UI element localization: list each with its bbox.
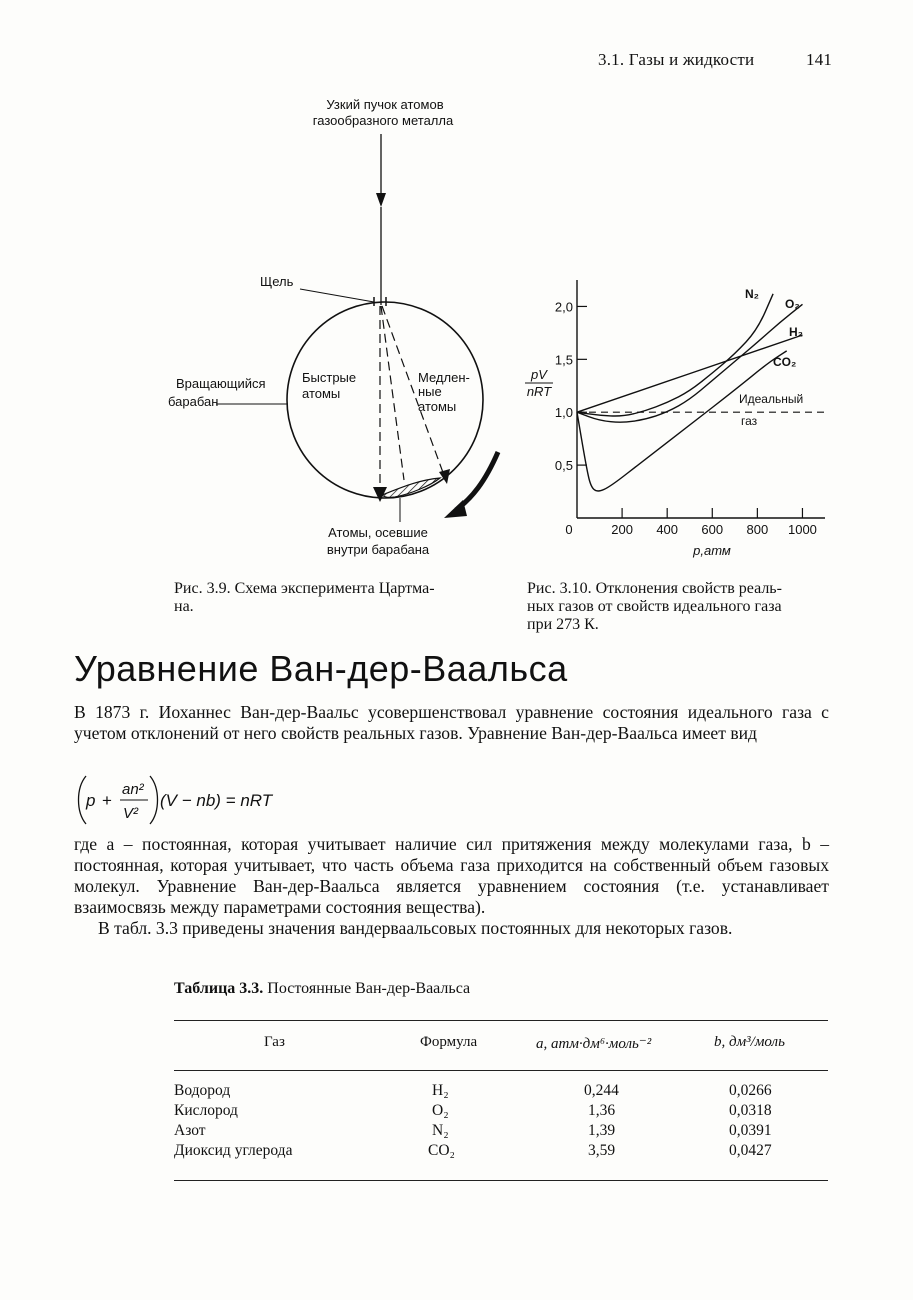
table-caption	[174, 980, 470, 998]
van-der-waals-formula	[76, 770, 316, 830]
figure-3-9-zartman-diagram	[160, 90, 510, 570]
formula-paren-left	[79, 776, 87, 824]
x-tick-label-800: 800	[746, 522, 769, 537]
ideal-gas-label-1: Идеальный	[739, 392, 804, 406]
series-label-n2: N₂	[745, 287, 759, 301]
table-row-1-gas: Водород	[174, 1082, 231, 1099]
table-row-4-a: 3,59	[588, 1142, 616, 1159]
table-row-4-b: 0,0427	[729, 1142, 772, 1159]
table-row-1-b: 0,0266	[729, 1082, 772, 1099]
paragraph-2: где a – постоянная, которая учитывает наличие сил притяжения между молекулами газа, b – постоянная, которая учитывает, что часть объема газа приходится на собственный объем газовых молекул. Уравнение Ван-дер-Ваальса является уравнением состояния (т.е. устанавливает взаимосвязь между параметрами состояния вещества).	[74, 834, 829, 917]
fig39-bottom-label-2: внутри барабана	[326, 542, 430, 557]
x-tick-label-400: 400	[656, 522, 679, 537]
table-row-4-formula: CO₂	[428, 1142, 455, 1159]
series-label-co2: CO₂	[773, 355, 797, 369]
y-axis-label-bottom: nRT	[526, 384, 552, 399]
fig39-bottom-label-1: Атомы, осевшие	[328, 525, 428, 540]
x-axis-label: p,атм	[693, 543, 731, 558]
table-row-2-b: 0,0318	[729, 1102, 772, 1119]
table-row-4-gas: Диоксид углерода	[174, 1142, 293, 1159]
formula-rest: (V − nb) = nRT	[160, 791, 273, 810]
formula-denominator: V²	[123, 805, 138, 822]
y-tick-label-1: 1,0	[554, 405, 573, 421]
x-tick-label-0: 0	[565, 522, 573, 537]
table-row-2-gas: Кислород	[174, 1102, 238, 1119]
table-row-3-gas: Азот	[174, 1122, 206, 1139]
fig310-caption-line-2: ных газов от свойств идеального газа	[527, 598, 782, 615]
x-tick-label-200: 200	[611, 522, 633, 537]
fig39-beam-label-2: газообразного металла	[312, 113, 454, 128]
table-rule-mid	[174, 1070, 828, 1071]
fig39-caption-line-1: Рис. 3.9. Схема эксперимента Цартма-	[174, 580, 435, 597]
y-tick-label-1.5: 1,5	[554, 352, 573, 368]
table-rule-bottom	[174, 1180, 828, 1181]
series-label-o2: O₂	[785, 297, 800, 311]
fig39-slow-label-1: Медлен-	[418, 370, 470, 385]
paragraph-3: В табл. 3.3 приведены значения вандерваальсовых постоянных для некоторых газов.	[98, 918, 733, 938]
formula-plus: +	[102, 791, 112, 810]
fig39-rotation-arrowhead	[444, 500, 467, 518]
series-label-h2: H₂	[789, 325, 803, 339]
formula-p: p	[86, 791, 96, 810]
fig39-fast-label-2: атомы	[302, 386, 341, 401]
table-row-1-formula: H₂	[432, 1082, 449, 1099]
fig39-slow-label-3: атомы	[418, 399, 457, 414]
x-tick-label-1000: 1000	[787, 522, 817, 537]
ideal-gas-label-2: газ	[741, 414, 758, 428]
table-header-a: a, атм·дм⁶·моль⁻²	[536, 1036, 652, 1052]
x-tick-label-600: 600	[701, 522, 724, 537]
fig39-beam-arrow	[376, 193, 386, 207]
table-caption-number: Таблица 3.3.	[174, 980, 264, 997]
fig39-mid-path	[381, 306, 404, 480]
fig39-slow-arrowhead	[439, 469, 450, 484]
table-caption-text: Постоянные Ван-дер-Ваальса	[263, 980, 471, 997]
paragraph-1: В 1873 г. Иоханнес Ван-дер-Ваальс усовершенствовал уравнение состояния идеального газа с учетом отклонений от него свойств реальных газов. Уравнение Ван-дер-Ваальса имеет вид	[74, 702, 829, 743]
table-row-2-a: 1,36	[588, 1102, 616, 1119]
fig310-caption	[527, 580, 782, 634]
fig39-fast-label-1: Быстрые	[302, 370, 357, 385]
fig39-caption-line-2: на.	[174, 598, 194, 615]
table-header-gas: Газ	[264, 1034, 285, 1050]
table-row-2-formula: O₂	[432, 1102, 449, 1119]
fig39-slit-leader	[300, 289, 374, 302]
section-title: Уравнение Ван-дер-Ваальса	[74, 648, 568, 689]
fig310-caption-line-3: при 273 К.	[527, 616, 599, 633]
formula-paren-right	[150, 776, 158, 824]
y-tick-label-2: 2,0	[554, 299, 573, 315]
table-row-3-b: 0,0391	[729, 1122, 772, 1139]
y-tick-label-0.5: 0,5	[554, 458, 573, 474]
table-row-3-a: 1,39	[588, 1122, 616, 1139]
table-row-1-a: 0,244	[584, 1082, 619, 1099]
fig310-caption-line-1: Рис. 3.10. Отклонения свойств реаль-	[527, 580, 782, 597]
page-number: 141	[806, 50, 833, 69]
fig39-beam-label-1: Узкий пучок атомов	[326, 97, 444, 112]
table-rule-top	[174, 1020, 828, 1021]
figure-3-10-chart	[505, 270, 845, 570]
fig39-drum-label-2: барабан	[168, 394, 219, 409]
running-header-section: 3.1. Газы и жидкости	[598, 50, 755, 69]
fig39-drum-label-1: Вращающийся	[176, 376, 266, 391]
table-row-3-formula: N₂	[432, 1122, 449, 1139]
formula-numerator: an²	[122, 781, 144, 798]
fig39-caption	[174, 580, 435, 616]
table-header-b: b, дм³/моль	[714, 1034, 785, 1050]
y-axis-label-top: pV	[531, 367, 547, 382]
fig39-slit-label: Щель	[260, 274, 294, 289]
fig39-slow-label-2: ные	[418, 384, 442, 399]
table-header-formula: Формула	[420, 1034, 478, 1050]
